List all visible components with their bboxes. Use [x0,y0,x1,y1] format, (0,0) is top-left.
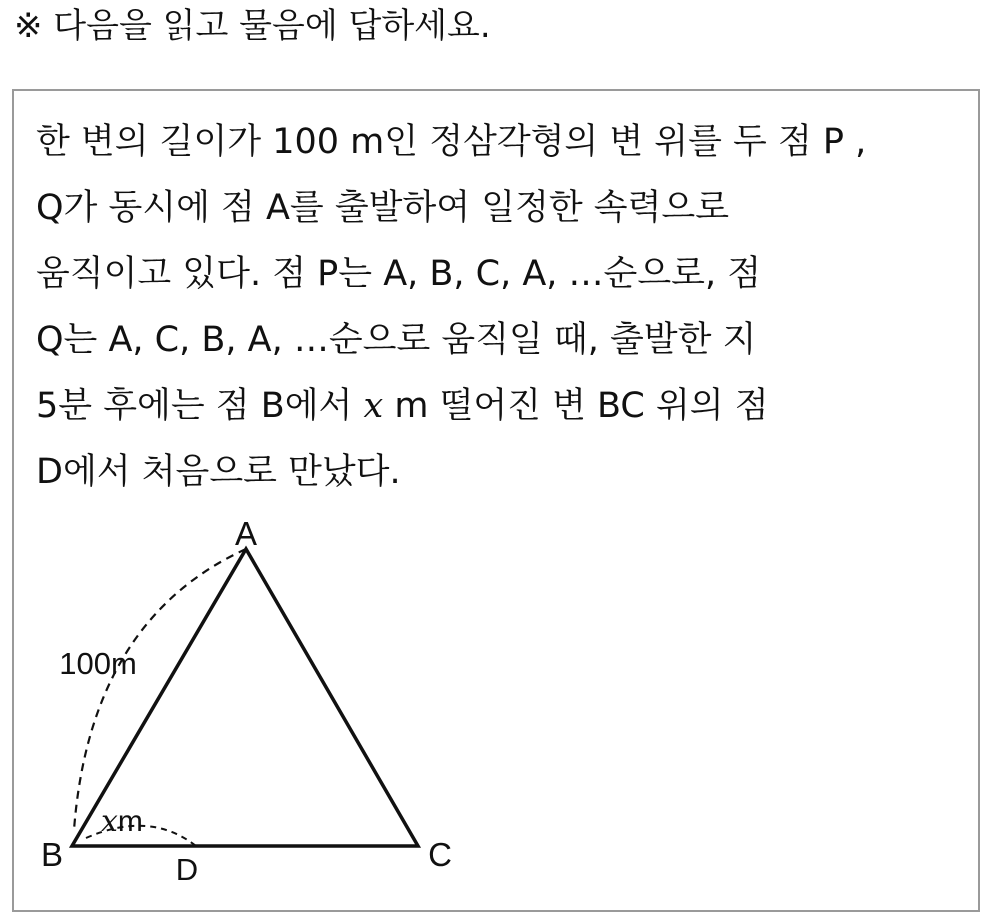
problem-line-4: Q는 A, C, B, A, …순으로 움직일 때, 출발한 지 [36,320,757,360]
side-length-label: 100m [59,646,137,681]
segment-x-unit: m [117,805,143,838]
problem-line-3: 움직이고 있다. 점 P는 A, B, C, A, …순으로, 점 [36,254,762,294]
variable-x: x [363,386,384,426]
problem-line-5-end: m 떨어진 변 BC 위의 점 [383,386,769,426]
instruction-text: ※ 다음을 읽고 물음에 답하세요. [14,6,491,46]
segment-x-label [101,804,143,839]
problem-line-1: 한 변의 길이가 100 m인 정삼각형의 변 위를 두 점 P , [36,122,867,162]
problem-line-2: Q가 동시에 점 A를 출발하여 일정한 속력으로 [36,188,730,228]
vertex-c-label: C [428,836,452,873]
problem-line-6: D에서 처음으로 만났다. [36,452,401,492]
vertex-b-label: B [40,836,64,873]
vertex-a-label: A [234,515,258,552]
equilateral-triangle [72,549,418,846]
point-d-label: D [175,852,199,887]
problem-line-5-start: 5분 후에는 점 B에서 [36,386,364,426]
segment-x-var: x [101,804,118,839]
